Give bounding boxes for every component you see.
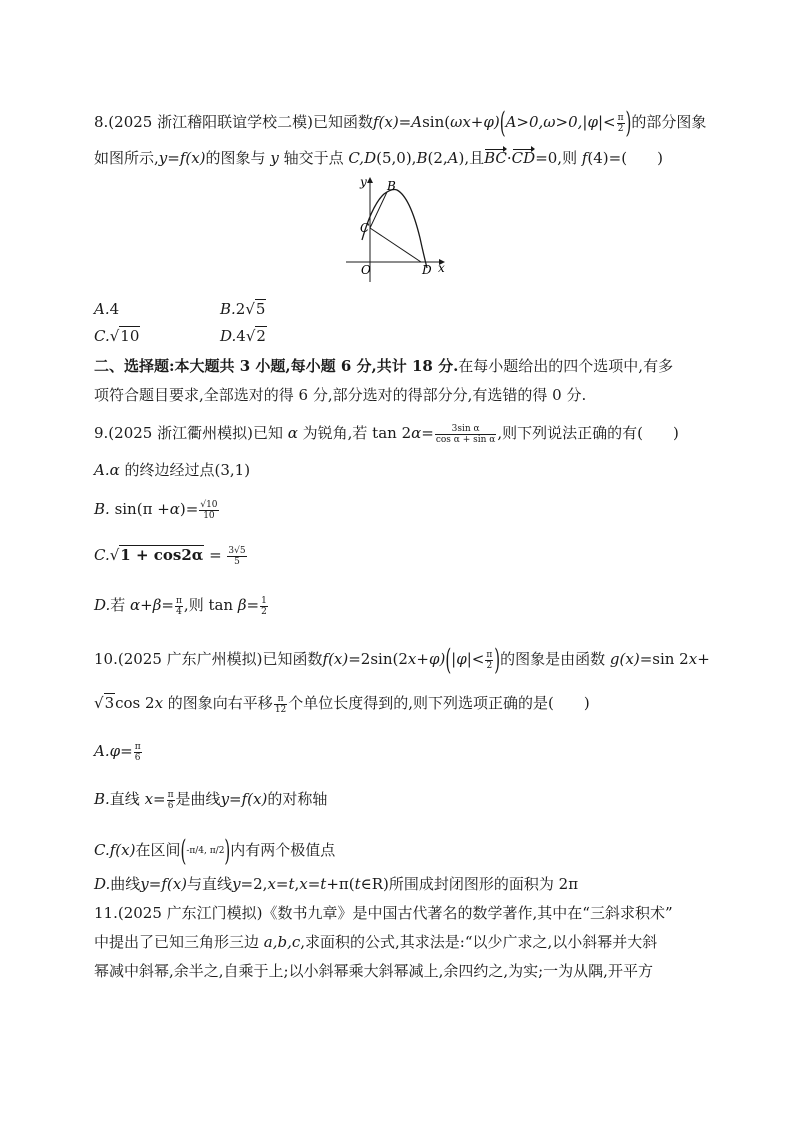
- q8-stem-line2: [94, 148, 663, 168]
- q8-option-b[interactable]: [220, 300, 266, 318]
- frac-den: cos α + sin α: [435, 434, 496, 445]
- option-letter: D.: [220, 327, 237, 345]
- fraction: [485, 650, 493, 671]
- text: ,求面积的公式,其求法是:“以少广求之,以小斜幂并大斜: [300, 933, 658, 951]
- text: 中提出了已知三角形三边: [94, 933, 264, 951]
- text: 在区间: [135, 841, 181, 859]
- text: 的终边经过点(3,1): [119, 461, 251, 479]
- math: x=t: [299, 875, 327, 893]
- sqrt: √1 + cos2α: [109, 546, 204, 564]
- frac-den: 4: [176, 606, 182, 617]
- text: 与直线: [187, 875, 233, 893]
- option-letter: D.: [94, 875, 111, 893]
- q8-arg: ωx+φ): [450, 113, 500, 131]
- text: ∈R)所围成封闭图形的面积为 2π: [360, 875, 579, 893]
- math: β: [237, 596, 247, 614]
- math: x: [154, 694, 164, 712]
- q11-stem-line1: [94, 903, 673, 923]
- math: y=f(x): [140, 875, 188, 893]
- origin-label: O: [361, 263, 371, 277]
- frac-den: 12: [274, 704, 287, 715]
- math: a,b,c: [263, 933, 301, 951]
- math: C,D: [348, 149, 377, 167]
- frac-num: 3√5: [228, 545, 246, 556]
- radicand: 5: [255, 300, 266, 318]
- fraction: [274, 694, 287, 715]
- text: 内有两个极值点: [230, 841, 336, 859]
- option-letter: B.: [220, 300, 236, 318]
- radicand: 3: [104, 694, 115, 712]
- math: y: [270, 149, 279, 167]
- option-value: 4: [109, 300, 120, 318]
- q8-suffix: 的部分图象: [631, 113, 707, 131]
- q10-option-c[interactable]: [94, 833, 336, 869]
- radicand: 10: [120, 327, 140, 345]
- math: B: [416, 149, 428, 167]
- frac-num: π: [617, 112, 624, 123]
- text: 曲线: [110, 875, 141, 893]
- frac-den: 10: [203, 510, 215, 521]
- y-axis-label: y: [360, 175, 367, 189]
- q8-func: f(x)=A: [372, 113, 423, 131]
- text: =: [120, 742, 133, 760]
- condition: |φ|<: [451, 650, 485, 668]
- text: =0,则: [535, 149, 582, 167]
- option-letter: C.: [94, 546, 110, 564]
- q8-stem-line1: [94, 105, 707, 141]
- text: ,: [294, 875, 300, 893]
- frac-num: π: [176, 595, 182, 606]
- option-letter: C.: [94, 327, 110, 345]
- fraction: [227, 546, 246, 567]
- text: +: [697, 650, 710, 668]
- math: f: [581, 149, 588, 167]
- q8-option-a[interactable]: [94, 300, 119, 318]
- frac-num: 1: [261, 595, 267, 606]
- q8-option-c[interactable]: [94, 327, 140, 345]
- paren-close: ): [494, 642, 501, 678]
- q9-option-c[interactable]: [94, 545, 248, 567]
- section-instructions: 在每小题给出的四个选项中,有多: [458, 357, 674, 375]
- section2-heading-line1: [94, 356, 673, 376]
- text: )=: [179, 500, 199, 518]
- sqrt: √5: [245, 300, 266, 318]
- math: φ): [428, 650, 446, 668]
- text: (5,0),: [376, 149, 417, 167]
- text: 是曲线: [175, 790, 221, 808]
- text: =: [421, 424, 434, 442]
- text: +π(: [326, 875, 355, 893]
- text: 11.(2025 广东江门模拟)《数书九章》是中国古代著名的数学著作,其中在“三斜求积术”: [94, 904, 673, 922]
- paren-open: (: [445, 642, 452, 678]
- paren-open: (: [180, 833, 187, 869]
- frac-num: π: [274, 694, 287, 705]
- math: x=t: [267, 875, 295, 893]
- text: ,则下列说法正确的有( ): [497, 424, 679, 442]
- fraction: [260, 596, 268, 617]
- frac-den: 2: [261, 606, 267, 617]
- text: 的图象是由函数: [500, 650, 610, 668]
- text: 如图所示,: [94, 149, 159, 167]
- q8-cond-fraction: [617, 113, 625, 134]
- frac-num: √10: [200, 499, 218, 510]
- text: ,则 tan: [183, 596, 238, 614]
- section-instructions: 项符合题目要求,全部选对的得 6 分,部分选对的得部分分,有选错的得 0 分.: [94, 386, 587, 404]
- frac-den: 2: [486, 660, 493, 671]
- q11-stem-line2: [94, 932, 657, 952]
- text: =: [246, 596, 260, 614]
- text: sin(π +: [109, 500, 170, 518]
- text: 为锐角,若 tan 2: [297, 424, 412, 442]
- option-letter: B.: [94, 790, 110, 808]
- q10-stem-line2: [94, 693, 590, 715]
- frac-den: 5: [234, 556, 240, 567]
- option-letter: D.: [94, 596, 111, 614]
- answer-paren: (4)=( ): [587, 149, 663, 167]
- option-letter: A.: [94, 461, 110, 479]
- sqrt: √10: [109, 327, 140, 345]
- q10-option-d[interactable]: [94, 874, 578, 894]
- math: f(x): [322, 650, 349, 668]
- q8-cond-paren-close: ): [625, 105, 632, 141]
- text: 10.(2025 广东广州模拟)已知函数: [94, 650, 323, 668]
- q8-function-graph: [340, 170, 455, 285]
- math: α+β: [130, 596, 162, 614]
- radicand: 1 + cos2α: [120, 546, 204, 564]
- q8-option-d[interactable]: [220, 327, 267, 345]
- q10-option-b[interactable]: [94, 789, 327, 811]
- text: 若: [110, 596, 131, 614]
- option-letter: A.: [94, 742, 110, 760]
- frac-den: 6: [167, 800, 174, 811]
- point-c-label: C: [360, 221, 370, 235]
- text: 9.(2025 浙江衢州模拟)已知: [94, 424, 288, 442]
- interval: -π/4, π/2: [186, 846, 225, 856]
- fraction: [134, 742, 142, 763]
- q10-option-a[interactable]: [94, 741, 143, 763]
- sqrt: √2: [245, 327, 266, 345]
- q8-prefix: 8.(2025 浙江稽阳联谊学校二模)已知函数: [94, 113, 373, 131]
- frac-den: 6: [134, 752, 141, 763]
- text: +: [416, 650, 429, 668]
- text: 轴交于点: [278, 149, 349, 167]
- fraction: [199, 500, 218, 521]
- option-letter: A.: [94, 300, 110, 318]
- text: =2sin(2: [348, 650, 408, 668]
- vector-bc: BC: [484, 149, 507, 167]
- segment-cd: [370, 228, 421, 262]
- math: φ: [109, 742, 121, 760]
- math: α: [109, 461, 120, 479]
- math: A: [447, 149, 459, 167]
- math: g(x): [609, 650, 640, 668]
- text: (2,: [427, 149, 448, 167]
- text: 的图象与: [205, 149, 271, 167]
- q8-cond-paren-open: (: [499, 105, 506, 141]
- q11-stem-line3: [94, 961, 653, 981]
- text: 的对称轴: [267, 790, 328, 808]
- math: y: [232, 875, 241, 893]
- text: =: [153, 790, 166, 808]
- q9-stem: [94, 423, 679, 445]
- q9-fraction: [435, 424, 497, 445]
- point-d-label: D: [422, 263, 432, 277]
- vector-cd: CD: [511, 149, 536, 167]
- text: 直线: [109, 790, 145, 808]
- point-b-label: B: [387, 179, 396, 193]
- q8-sin: sin(: [422, 113, 451, 131]
- frac-num: π: [134, 741, 141, 752]
- math: α: [287, 424, 298, 442]
- text: 的图象向右平移: [163, 694, 273, 712]
- frac-num: 3sin α: [435, 424, 497, 435]
- math: α: [169, 500, 180, 518]
- math: t: [354, 875, 361, 893]
- text: 个单位长度得到的,则下列选项正确的是( ): [288, 694, 590, 712]
- fraction: [167, 790, 175, 811]
- frac-num: π: [167, 789, 174, 800]
- q9-option-b[interactable]: [94, 499, 220, 521]
- frac-num: π: [486, 649, 493, 660]
- option-letter: C.: [94, 841, 110, 859]
- q10-stem-line1: [94, 642, 710, 678]
- text: =2,: [240, 875, 268, 893]
- radicand: 2: [256, 327, 266, 345]
- x-axis-label: x: [438, 261, 445, 275]
- fraction: [175, 596, 183, 617]
- text: =: [204, 546, 227, 564]
- coef: 2: [235, 300, 246, 318]
- math: f(x): [109, 841, 136, 859]
- sqrt: √3: [94, 694, 115, 712]
- text: cos 2: [115, 694, 155, 712]
- math: α: [411, 424, 422, 442]
- section-title: 二、选择题:本大题共 3 小题,每小题 6 分,共计 18 分.: [94, 357, 459, 375]
- option-letter: B.: [94, 500, 110, 518]
- section2-heading-line2: [94, 385, 586, 405]
- coef: 4: [236, 327, 246, 345]
- math: x: [407, 650, 417, 668]
- q9-option-d[interactable]: [94, 595, 269, 617]
- text: =sin 2: [639, 650, 689, 668]
- text: 幂减中斜幂,余半之,自乘于上;以小斜幂乘大斜幂减上,余四约之,为实;一为从隅,开平方: [94, 962, 653, 980]
- math: x: [688, 650, 698, 668]
- paren-close: ): [224, 833, 231, 869]
- text: =: [161, 596, 174, 614]
- text: ),且: [458, 149, 485, 167]
- math: y=f(x): [220, 790, 268, 808]
- math: y=f(x): [158, 149, 206, 167]
- dot: ·: [506, 149, 512, 167]
- q9-option-a[interactable]: [94, 460, 250, 480]
- frac-den: 2: [617, 123, 624, 134]
- math: x: [144, 790, 154, 808]
- q8-condition: A>0,ω>0,|φ|<: [505, 113, 616, 131]
